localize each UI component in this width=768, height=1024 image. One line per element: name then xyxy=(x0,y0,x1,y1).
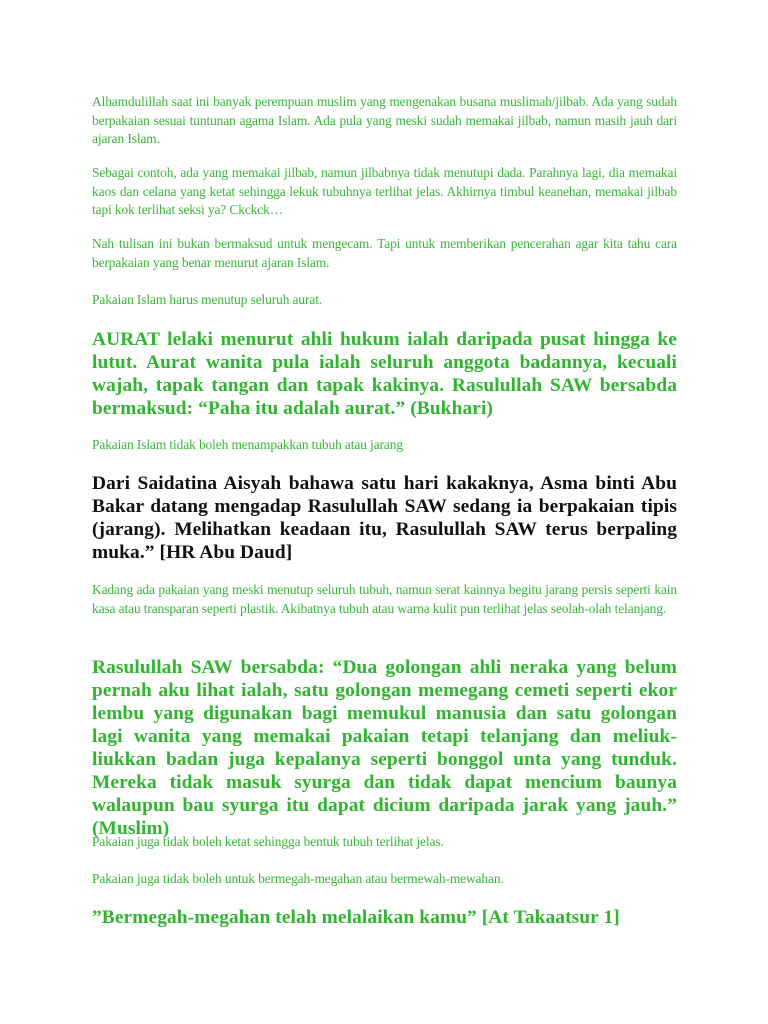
paragraph-rule-aurat: Pakaian Islam harus menutup seluruh aurat. xyxy=(92,292,323,307)
quote-two-groups: Rasulullah SAW bersabda: “Dua golongan ahli neraka yang belum pernah aku lihat ialah, satu golongan memegang cemeti seperti ekor lembu yang digunakan bagi memukul manusia dan satu golongan lagi wanita yang memakai pakaian tetapi telanjang dan meliuk-liukkan badan juga kepalanya seperti bonggol unta yang tunduk. Mereka tidak masuk syurga dan tidak dapat mencium baunya walaupun bau syurga itu dapat dicium daripada jarak yang jauh.” (Muslim) xyxy=(92,657,677,839)
quote-takaatsur: ”Bermegah-megahan telah melalaikan kamu” [At Takaatsur 1] xyxy=(92,907,620,928)
paragraph-example: Sebagai contoh, ada yang memakai jilbab, namun jilbabnya tidak menutupi dada. Parahnya lagi, dia memakai kaos dan celana yang ketat sehingga lekuk tubuhnya terlihat jelas. Akhirnya timbul keanehan, memakai jilbab tapi kok terlihat seksi ya? Ckckck… xyxy=(92,165,677,217)
quote-aisyah: Dari Saidatina Aisyah bahawa satu hari kakaknya, Asma binti Abu Bakar datang mengadap Rasulullah SAW sedang ia berpakaian tipis (jarang). Melihatkan keadaan itu, Rasulullah SAW terus berpaling muka.” [HR Abu Daud] xyxy=(92,473,677,563)
paragraph-purpose: Nah tulisan ini bukan bermaksud untuk mengecam. Tapi untuk memberikan pencerahan agar kita tahu cara berpakaian yang benar menurut ajaran Islam. xyxy=(92,236,677,270)
paragraph-intro: Alhamdulillah saat ini banyak perempuan muslim yang mengenakan busana muslimah/jilbab. Ada yang sudah berpakaian sesuai tuntunan agama Islam. Ada pula yang meski sudah memakai jilbab, namun masih jauh dari ajaran Islam. xyxy=(92,94,677,146)
paragraph-rule-tight: Pakaian juga tidak boleh ketat sehingga bentuk tubuh terlihat jelas. xyxy=(92,834,444,849)
paragraph-thin-fabric: Kadang ada pakaian yang meski menutup seluruh tubuh, namun serat kainnya begitu jarang persis seperti kain kasa atau transparan seperti plastik. Akibatnya tubuh atau warna kulit pun terlihat jelas seolah-olah telanjang. xyxy=(92,582,677,616)
document-page xyxy=(92,93,677,928)
paragraph-rule-luxury: Pakaian juga tidak boleh untuk bermegah-megahan atau bermewah-mewahan. xyxy=(92,871,504,886)
paragraph-rule-transparent: Pakaian Islam tidak boleh menampakkan tubuh atau jarang xyxy=(92,437,403,452)
quote-aurat: AURAT lelaki menurut ahli hukum ialah daripada pusat hingga ke lutut. Aurat wanita pula ialah seluruh anggota badannya, kecuali wajah, tapak tangan dan tapak kakinya. Rasulullah SAW bersabda bermaksud: “Paha itu adalah aurat.” (Bukhari) xyxy=(92,329,677,419)
